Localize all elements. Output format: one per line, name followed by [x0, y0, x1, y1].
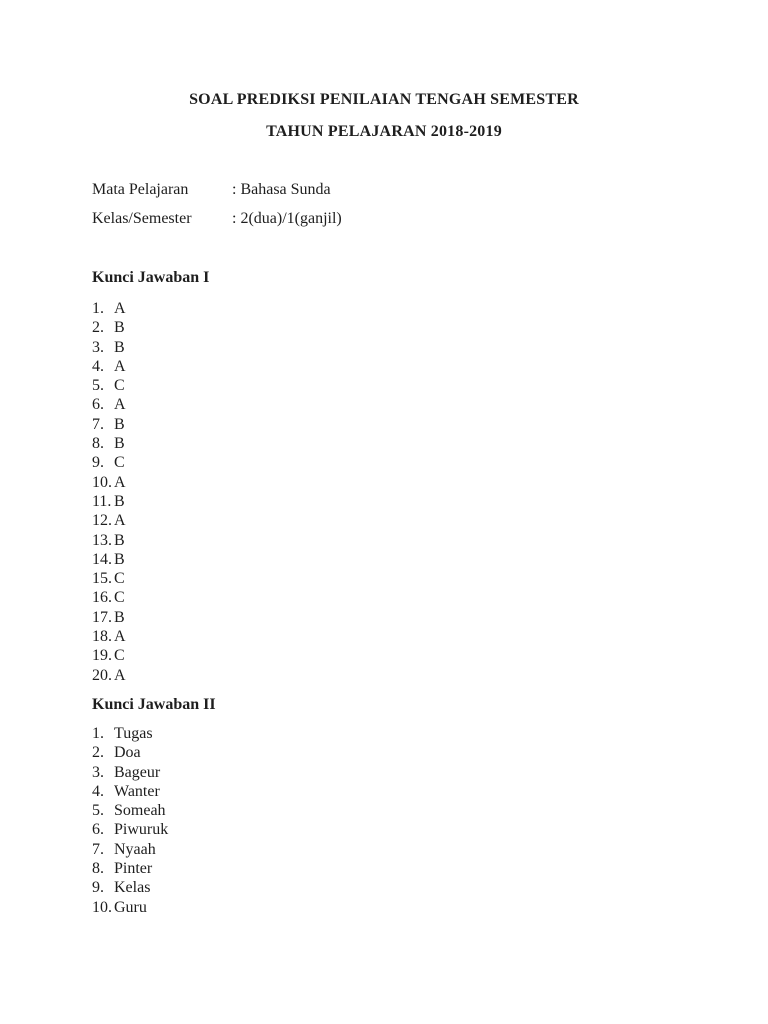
- answer-text: Doa: [114, 744, 141, 762]
- answer-text: B: [114, 415, 125, 433]
- answer-number: 2.: [92, 319, 104, 337]
- list-item: [92, 492, 768, 511]
- answer-number: 5.: [92, 802, 104, 820]
- answer-number: 10.: [92, 898, 112, 916]
- list-item: [92, 473, 768, 492]
- answer-text: B: [114, 550, 125, 568]
- answer-number: 12.: [92, 512, 112, 530]
- answer-text: C: [114, 377, 125, 395]
- answer-number: 8.: [92, 860, 104, 878]
- answer-number: 16.: [92, 589, 112, 607]
- answer-text: A: [114, 300, 126, 317]
- list-item: [92, 724, 768, 743]
- list-item: [92, 511, 768, 530]
- list-item: [92, 859, 768, 878]
- answer-text: Piwuruk: [114, 821, 169, 839]
- answer-text: B: [114, 531, 125, 549]
- list-item: [92, 608, 768, 627]
- list-item: [92, 338, 768, 357]
- meta-row-class-semester: [92, 209, 768, 229]
- answer-number: 13.: [92, 531, 112, 549]
- answer-text: A: [114, 666, 126, 684]
- answer-text: C: [114, 454, 125, 472]
- list-item: [92, 453, 768, 472]
- document-title-line-1: SOAL PREDIKSI PENILAIAN TENGAH SEMESTER: [189, 91, 579, 108]
- answer-number: 6.: [92, 821, 104, 839]
- answer-text: Kelas: [114, 879, 151, 897]
- answer-number: 5.: [92, 377, 104, 395]
- section-heading-kunci-jawaban-2: Kunci Jawaban II: [92, 695, 216, 713]
- list-item: [92, 318, 768, 337]
- document-title-line-2: TAHUN PELAJARAN 2018-2019: [266, 123, 502, 140]
- answer-text: B: [114, 319, 125, 337]
- answer-text: Pinter: [114, 860, 153, 878]
- list-item: [92, 782, 768, 801]
- answer-text: A: [114, 512, 126, 530]
- answer-text: Someah: [114, 802, 166, 820]
- answer-number: 9.: [92, 454, 104, 472]
- answer-list-2: [92, 724, 768, 917]
- answer-number: 11.: [92, 492, 112, 510]
- answer-text: A: [114, 628, 126, 646]
- answer-text: B: [114, 608, 125, 626]
- answer-number: 10.: [92, 473, 112, 491]
- list-item: [92, 801, 768, 820]
- answer-number: 4.: [92, 782, 104, 800]
- list-item: [92, 840, 768, 859]
- answer-number: 1.: [92, 724, 104, 742]
- list-item: [92, 627, 768, 646]
- answer-number: 3.: [92, 338, 104, 356]
- answer-text: Bageur: [114, 763, 161, 781]
- list-item: [92, 357, 768, 376]
- list-item: [92, 434, 768, 453]
- answer-number: 18.: [92, 628, 112, 646]
- list-item: [92, 531, 768, 550]
- list-item: [92, 415, 768, 434]
- answer-text: Nyaah: [114, 840, 156, 858]
- list-item: [92, 666, 768, 685]
- answer-number: 6.: [92, 396, 104, 414]
- answer-number: 14.: [92, 550, 112, 568]
- list-item: [92, 299, 768, 318]
- answer-number: 1.: [92, 300, 104, 317]
- list-item: [92, 878, 768, 897]
- meta-value-subject: : Bahasa Sunda: [232, 181, 331, 198]
- list-item: [92, 763, 768, 782]
- section-heading-kunci-jawaban-1: Kunci Jawaban I: [92, 269, 210, 286]
- answer-text: B: [114, 435, 125, 453]
- answer-list-1: [92, 299, 768, 685]
- list-item: [92, 743, 768, 762]
- answer-number: 17.: [92, 608, 112, 626]
- answer-text: C: [114, 589, 125, 607]
- answer-number: 9.: [92, 879, 104, 897]
- answer-text: A: [114, 396, 126, 414]
- list-item: [92, 588, 768, 607]
- list-item: [92, 395, 768, 414]
- answer-text: Guru: [114, 898, 147, 916]
- list-item: [92, 646, 768, 665]
- answer-text: Wanter: [114, 782, 160, 800]
- answer-text: A: [114, 357, 126, 375]
- list-item: [92, 898, 768, 917]
- list-item: [92, 569, 768, 588]
- list-item: [92, 550, 768, 569]
- answer-number: 20.: [92, 666, 112, 684]
- answer-number: 2.: [92, 744, 104, 762]
- meta-label-class-semester: Kelas/Semester: [92, 210, 192, 227]
- answer-number: 3.: [92, 763, 104, 781]
- list-item: [92, 376, 768, 395]
- answer-number: 8.: [92, 435, 104, 453]
- meta-row-subject: [92, 180, 768, 200]
- answer-text: B: [114, 338, 125, 356]
- answer-text: B: [114, 492, 125, 510]
- answer-text: C: [114, 647, 125, 665]
- meta-block: [92, 180, 768, 229]
- answer-number: 19.: [92, 647, 112, 665]
- answer-number: 7.: [92, 415, 104, 433]
- answer-number: 7.: [92, 840, 104, 858]
- answer-text: A: [114, 473, 126, 491]
- title-block: [0, 90, 768, 142]
- answer-number: 4.: [92, 357, 104, 375]
- answer-number: 15.: [92, 570, 112, 588]
- answer-text: C: [114, 570, 125, 588]
- meta-value-class-semester: : 2(dua)/1(ganjil): [232, 210, 342, 227]
- list-item: [92, 820, 768, 839]
- answer-text: Tugas: [114, 724, 153, 742]
- meta-label-subject: Mata Pelajaran: [92, 181, 189, 198]
